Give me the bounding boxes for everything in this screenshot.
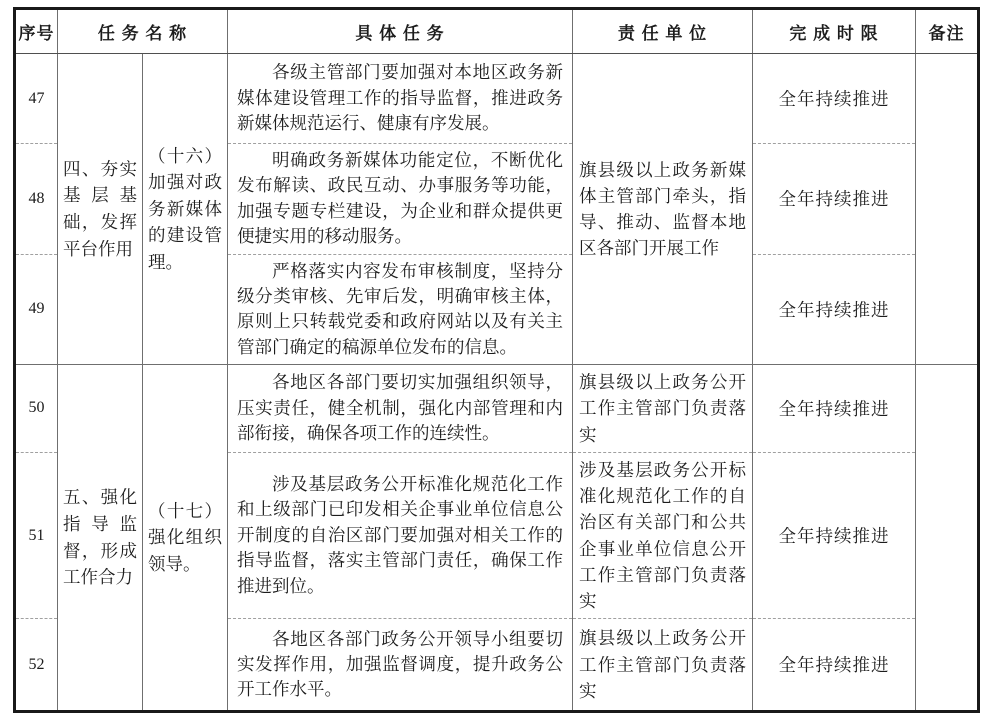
serial-number-cell: 51 (15, 452, 58, 619)
deadline-cell: 全年持续推进 (753, 54, 916, 144)
specific-task-cell: 明确政务新媒体功能定位，不断优化发布解读、政民互动、办事服务等功能，加强专题专栏建设，为企业和群众提供更便捷实用的移动服务。 (228, 144, 573, 255)
responsible-unit-cell: 涉及基层政务公开标准化规范化工作的自治区有关部门和公共企事业单位信息公开工作主管部门负责落实 (573, 452, 753, 619)
deadline-cell: 全年持续推进 (753, 365, 916, 453)
remark-cell (916, 54, 979, 365)
responsible-unit-cell: 旗县级以上政务公开工作主管部门负责落实 (573, 619, 753, 712)
table-row (15, 365, 979, 453)
table-header-row (15, 9, 979, 54)
task-category-cell: 五、强化指导监督，形成工作合力 (58, 365, 143, 712)
header-remark: 备注 (916, 9, 979, 54)
task-schedule-table (13, 7, 980, 713)
task-item-cell: （十七）强化组织领导。 (143, 365, 228, 712)
specific-task-cell: 各地区各部门政务公开领导小组要切实发挥作用，加强监督调度，提升政务公开工作水平。 (228, 619, 573, 712)
task-item-cell: （十六）加强对政务新媒体的建设管理。 (143, 54, 228, 365)
header-task-name: 任 务 名 称 (58, 9, 228, 54)
serial-number-cell: 50 (15, 365, 58, 453)
header-specific-task: 具 体 任 务 (228, 9, 573, 54)
responsible-unit-cell: 旗县级以上政务公开工作主管部门负责落实 (573, 365, 753, 453)
task-category-cell: 四、夯实基层基础，发挥平台作用 (58, 54, 143, 365)
header-completion-deadline: 完 成 时 限 (753, 9, 916, 54)
serial-number-cell: 48 (15, 144, 58, 255)
specific-task-cell: 严格落实内容发布审核制度，坚持分级分类审核、先审后发，明确审核主体，原则上只转载党委和政府网站以及有关主管部门确定的稿源单位发布的信息。 (228, 254, 573, 365)
serial-number-cell: 49 (15, 254, 58, 365)
table-row (15, 54, 979, 144)
specific-task-cell: 涉及基层政务公开标准化规范化工作和上级部门已印发相关企事业单位信息公开制度的自治区部门要加强对相关工作的指导监督，落实主管部门责任，确保工作推进到位。 (228, 452, 573, 619)
deadline-cell: 全年持续推进 (753, 254, 916, 365)
specific-task-cell: 各级主管部门要加强对本地区政务新媒体建设管理工作的指导监督，推进政务新媒体规范运行、健康有序发展。 (228, 54, 573, 144)
header-serial-number: 序号 (15, 9, 58, 54)
specific-task-cell: 各地区各部门要切实加强组织领导，压实责任，健全机制，强化内部管理和内部衔接，确保各项工作的连续性。 (228, 365, 573, 453)
remark-cell (916, 365, 979, 712)
header-responsible-unit: 责 任 单 位 (573, 9, 753, 54)
serial-number-cell: 47 (15, 54, 58, 144)
deadline-cell: 全年持续推进 (753, 144, 916, 255)
document-page (13, 7, 980, 713)
deadline-cell: 全年持续推进 (753, 619, 916, 712)
responsible-unit-cell: 旗县级以上政务新媒体主管部门牵头，指导、推动、监督本地区各部门开展工作 (573, 54, 753, 365)
serial-number-cell: 52 (15, 619, 58, 712)
deadline-cell: 全年持续推进 (753, 452, 916, 619)
